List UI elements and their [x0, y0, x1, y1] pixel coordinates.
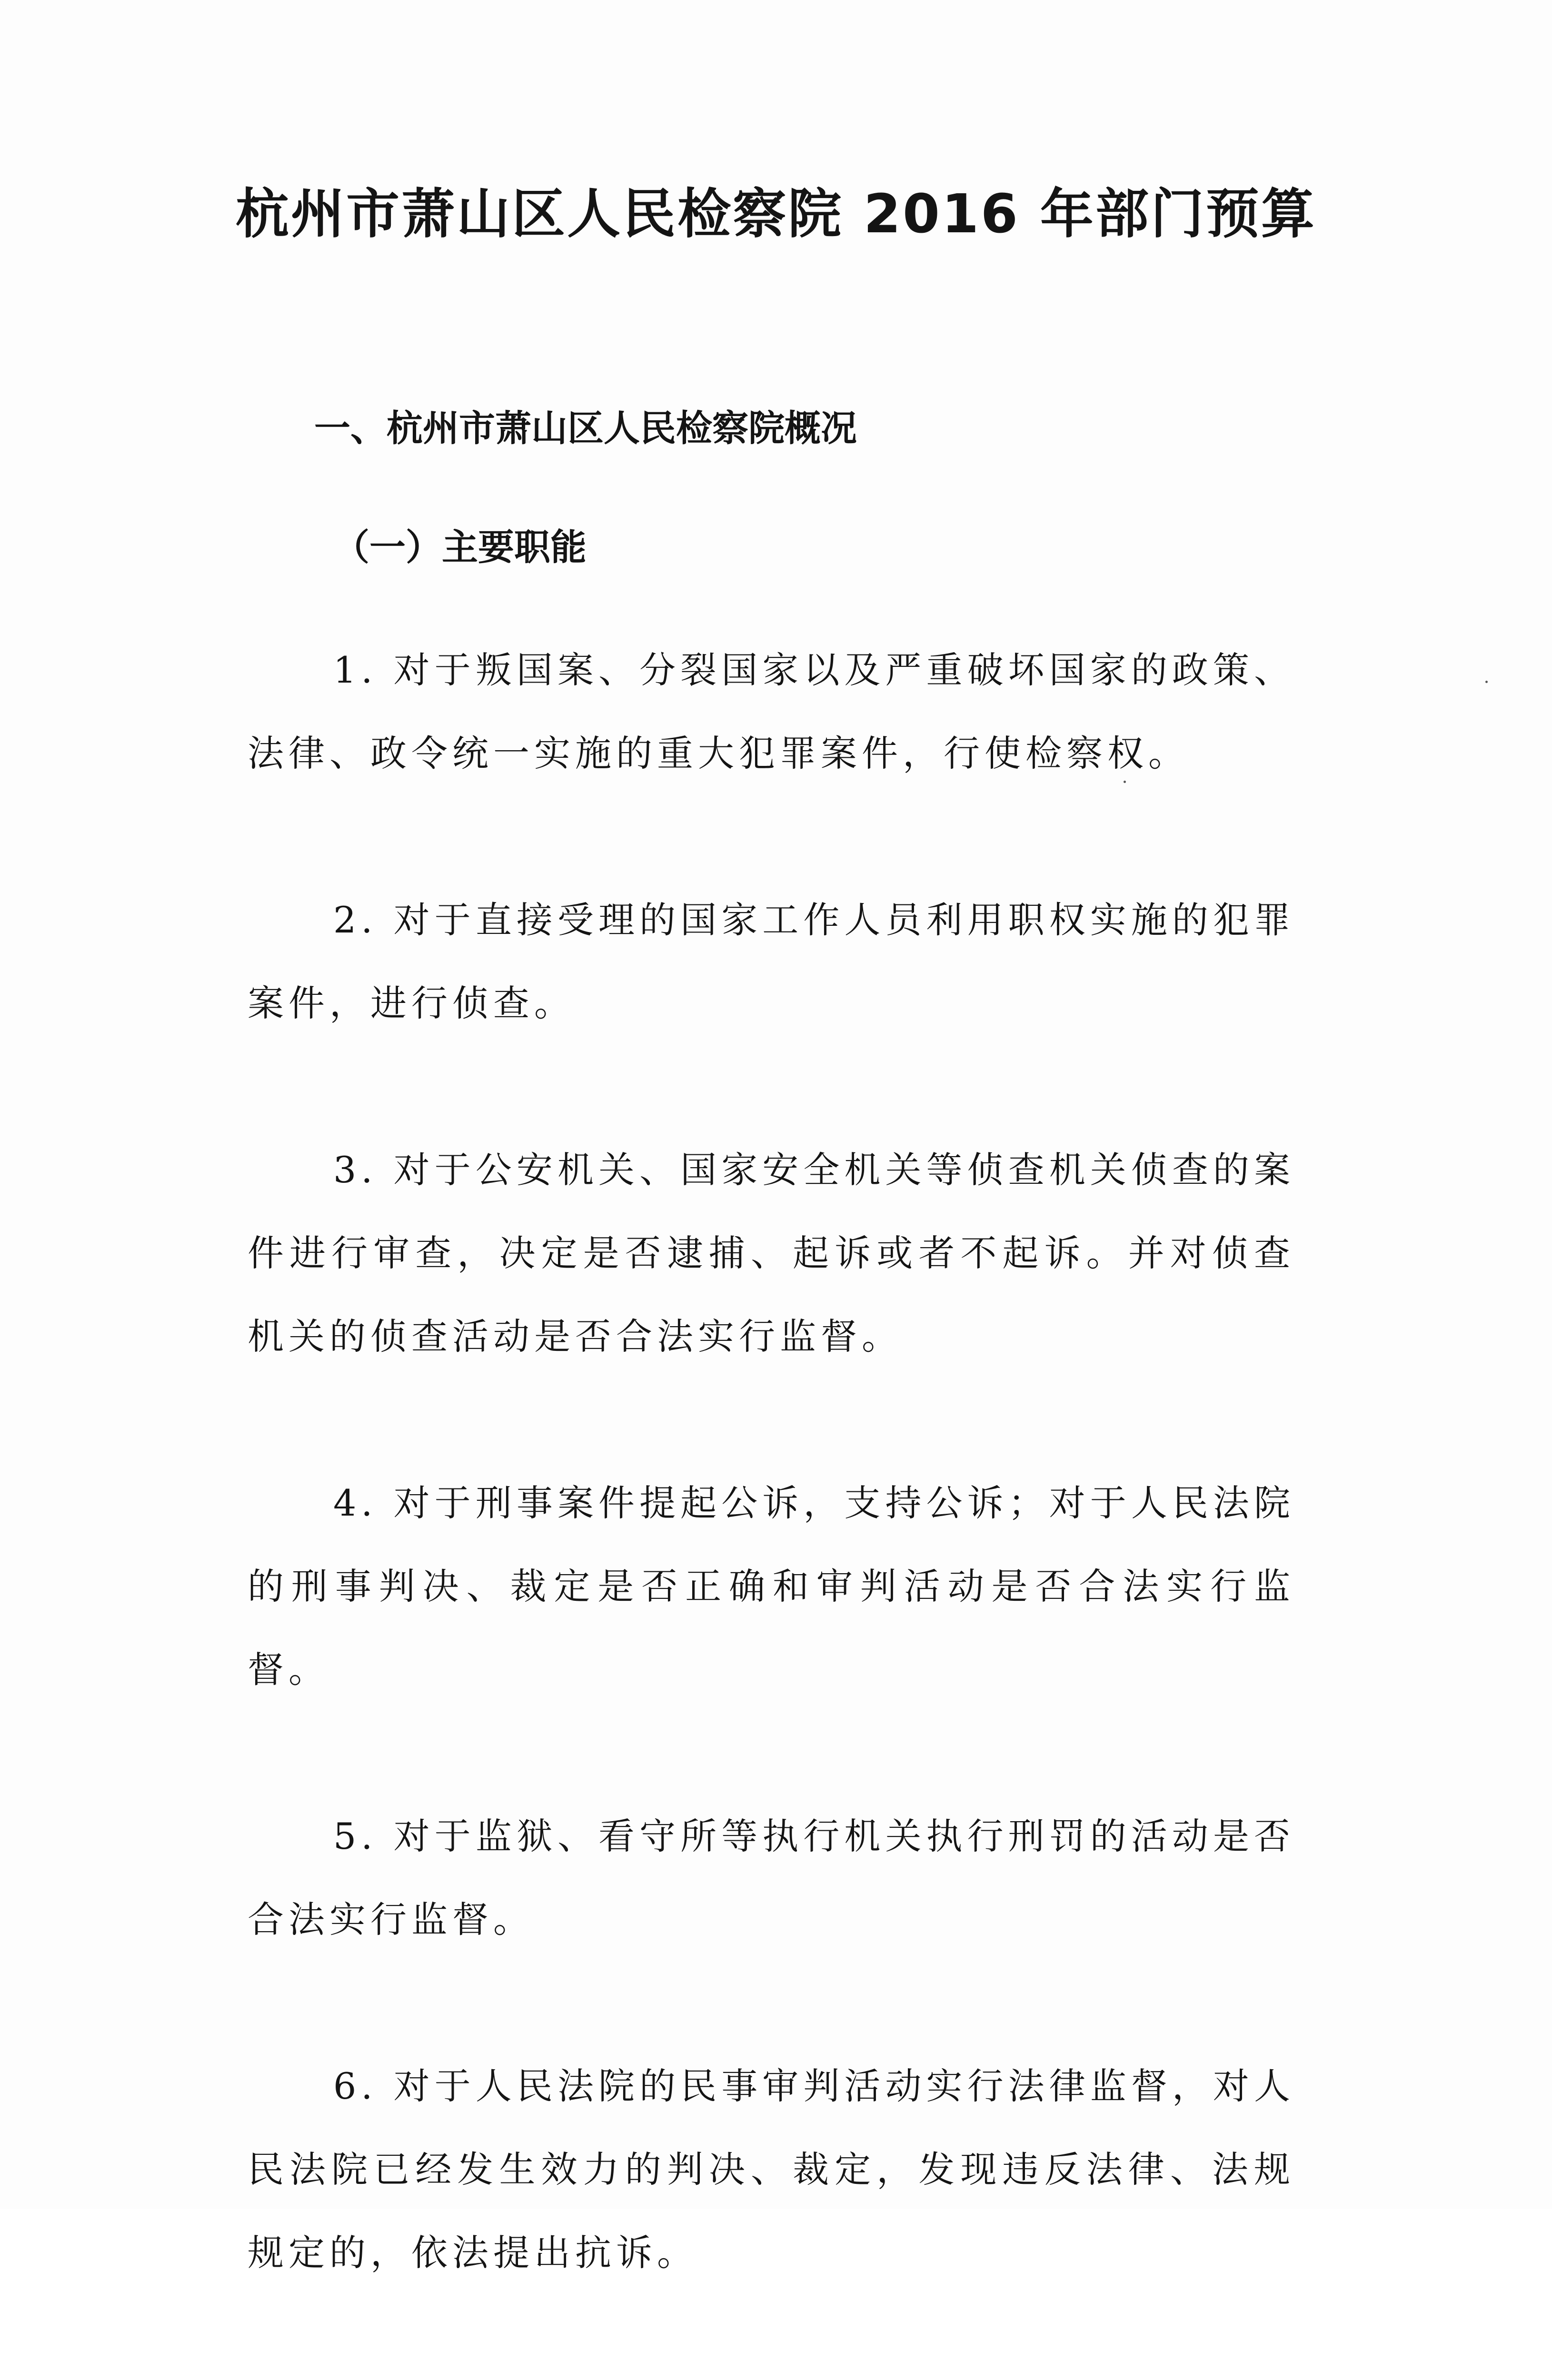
duty-item-5: 5. 对于监狱、看守所等执行机关执行刑罚的活动是否合法实行监督。 [248, 1815, 1295, 1941]
section-heading: 一、杭州市萧山区人民检察院概况 [314, 407, 857, 449]
duty-item-7 [248, 2378, 1295, 2380]
sub-heading-main-functions: （一）主要职能 [333, 526, 587, 568]
duty-item-4: 4. 对于刑事案件提起公诉，支持公诉；对于人民法院的刑事判决、裁定是否正确和审判活动是否合法实行监督。 [248, 1482, 1295, 1691]
scan-speck [1485, 681, 1488, 683]
document-title: 杭州市萧山区人民检察院 2016 年部门预算 [236, 183, 1316, 245]
duty-item-3: 3. 对于公安机关、国家安全机关等侦查机关侦查的案件进行审查，决定是否逮捕、起诉或者不起诉。并对侦查机关的侦查活动是否合法实行监督。 [248, 1149, 1295, 1358]
duty-list [248, 628, 1295, 2380]
duty-item-6: 6. 对于人民法院的民事审判活动实行法律监督，对人民法院已经发生效力的判决、裁定，发现违反法律、法规规定的，依法提出抗诉。 [248, 2065, 1295, 2274]
duty-item-1: 1. 对于叛国案、分裂国家以及严重破坏国家的政策、法律、政令统一实施的重大犯罪案件，行使检察权。 [248, 649, 1295, 774]
scan-speck [1124, 781, 1126, 783]
duty-item-2: 2. 对于直接受理的国家工作人员利用职权实施的犯罪案件，进行侦查。 [248, 899, 1295, 1024]
